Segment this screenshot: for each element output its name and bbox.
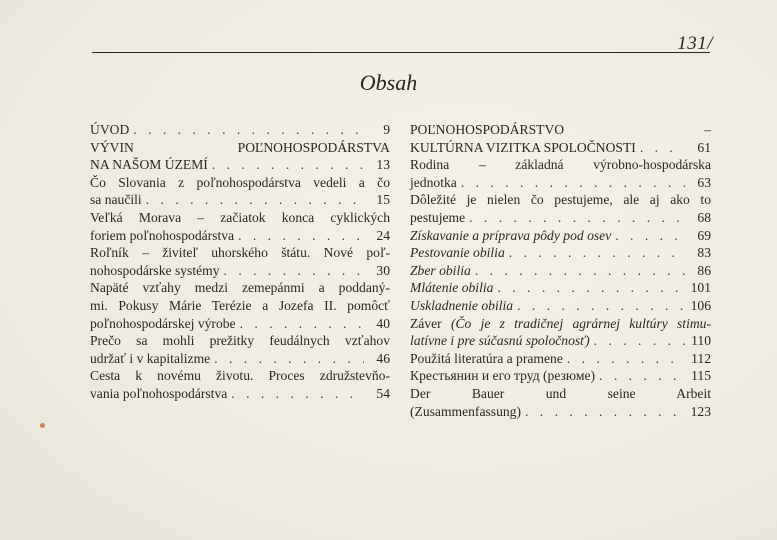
toc-entry (90, 210, 390, 245)
toc-entry-text: Pestovanie obilia (410, 245, 505, 261)
toc-entry (90, 245, 390, 280)
toc-entry-text: mi. Pokusy Márie Terézie a Jozefa II. pomôcť (90, 297, 390, 313)
toc-page-number: 61 (697, 139, 711, 155)
toc-page-number: 86 (697, 262, 711, 278)
dot-leader (517, 298, 685, 314)
dot-leader (525, 404, 685, 420)
toc-entry (410, 228, 711, 246)
toc-entry-text (410, 316, 711, 332)
toc-page-number: 69 (697, 227, 711, 243)
toc-page-number: 54 (376, 385, 390, 401)
toc-entry-text: Rodina – základná výrobno-hospodárska (410, 157, 711, 173)
toc-entry-text: Čo Slovania z poľnohospodárstva vedeli a čo (90, 174, 390, 190)
toc-entry (90, 175, 390, 210)
toc-entry-text: Mlátenie obilia (410, 280, 494, 296)
toc-entry (410, 192, 711, 227)
toc-entry (410, 351, 711, 369)
toc-entry (410, 280, 711, 298)
toc-entry (90, 368, 390, 403)
toc-entry-text: pestujeme (410, 209, 466, 225)
toc-right-column (410, 122, 711, 421)
toc-entry-text: poľnohospodárskej výrobe (90, 315, 236, 331)
ink-spot (40, 423, 45, 428)
dot-leader (475, 263, 685, 279)
toc-entry-text: Крестьянин и его труд (резюме) (410, 368, 596, 384)
header-rule (92, 52, 710, 53)
toc-page-number: 63 (697, 174, 711, 190)
dot-leader (615, 228, 685, 244)
toc-entry (410, 368, 711, 386)
toc-entry (410, 386, 711, 421)
dot-leader (133, 122, 364, 138)
toc-page-number: 9 (383, 122, 390, 137)
toc-entry-text: Zber obilia (410, 262, 471, 278)
toc-page-number: 13 (376, 157, 390, 173)
toc-entry-text (410, 333, 590, 349)
toc-entry (410, 157, 711, 192)
toc-entry-text: ÚVOD (90, 122, 130, 137)
toc-entry-text: VÝVIN POĽNOHOSPODÁRSTVA (90, 139, 390, 155)
toc-entry (90, 122, 390, 140)
dot-leader (497, 280, 685, 296)
toc-entry (410, 316, 711, 351)
toc-entry-text: Der Bauer und seine Arbeit (410, 385, 711, 401)
toc-entry-text: Cesta k novému životu. Proces združstevňo- (90, 368, 390, 384)
dot-leader (640, 140, 685, 156)
toc-entry (410, 298, 711, 316)
dot-leader (214, 351, 364, 367)
toc-entry-text: foriem poľnohospodárstva (90, 227, 235, 243)
toc-entry (90, 140, 390, 175)
dot-leader (238, 228, 364, 244)
toc-entry-text: Uskladnenie obilia (410, 297, 514, 313)
toc-page-number: 68 (697, 209, 711, 225)
dot-leader (469, 210, 685, 226)
toc-page-number: 30 (376, 262, 390, 278)
dot-leader (461, 175, 685, 191)
toc-entry (410, 263, 711, 281)
toc-entry-text: jednotka (410, 174, 457, 190)
toc-text-part: (Čo je z tradičnej agrárnej kultúry stimu- (450, 315, 712, 331)
page-title: Obsah (359, 70, 418, 95)
toc-entry-text: POĽNOHOSPODÁRSTVO – (410, 122, 711, 137)
toc-entry-text: sa naučili (90, 192, 142, 208)
toc-page-number: 110 (691, 333, 711, 349)
dot-leader (212, 157, 364, 173)
dot-leader (240, 316, 364, 332)
toc-entry (90, 333, 390, 368)
toc-page-number: 24 (376, 227, 390, 243)
toc-entry-text: NA NAŠOM ÚZEMÍ (90, 157, 208, 173)
toc-page-number: 123 (690, 403, 711, 419)
toc-entry-text: nohospodárske systémy (90, 262, 220, 278)
dot-leader (231, 386, 364, 402)
dot-leader (509, 245, 685, 261)
toc-entry-text: (Zusammenfassung) (410, 403, 521, 419)
dot-leader (224, 263, 364, 279)
toc-entry-text: Použitá literatúra a pramene (410, 350, 563, 366)
toc-entry-text: Dôležité je nielen čo pestujeme, ale aj ako to (410, 192, 711, 208)
toc-page-number: 83 (697, 245, 711, 261)
toc-page-number: 106 (690, 297, 711, 313)
page-number: 131/ (677, 33, 713, 54)
toc-entry (90, 280, 390, 333)
toc-page-number: 101 (690, 280, 711, 296)
toc-page-number: 46 (376, 350, 390, 366)
dot-leader (594, 333, 685, 349)
toc-text-part: latívne i pre súčasnú spoločnosť) (410, 333, 590, 349)
toc-entry (410, 122, 711, 157)
toc-entry-text: Získavanie a príprava pôdy pod osev (410, 227, 612, 243)
toc-entry-text: KULTÚRNA VIZITKA SPOLOČNOSTI (410, 139, 636, 155)
toc-entry-text: Veľká Morava – začiatok konca cyklických (90, 209, 390, 225)
toc-entry-text: Prečo sa mohli prežitky feudálnych vzťahov (90, 333, 390, 349)
toc-page-number: 40 (376, 315, 390, 331)
toc-entry (410, 245, 711, 263)
toc-entry-text: Napäté vzťahy medzi zemepánmi a poddaný- (90, 280, 390, 296)
dot-leader (599, 368, 685, 384)
toc-entry-text: udržať i v kapitalizme (90, 350, 211, 366)
dot-leader (146, 192, 364, 208)
toc-text-part: Záver (410, 315, 451, 331)
toc-page-number: 15 (376, 192, 390, 208)
toc-entry-text: Roľník – živiteľ uhorského štátu. Nové poľ- (90, 245, 390, 261)
toc-page-number: 112 (691, 350, 711, 366)
toc-left-column (90, 122, 390, 404)
toc-page-number: 115 (691, 368, 711, 384)
toc-entry-text: vania poľnohospodárstva (90, 385, 228, 401)
dot-leader (567, 351, 685, 367)
